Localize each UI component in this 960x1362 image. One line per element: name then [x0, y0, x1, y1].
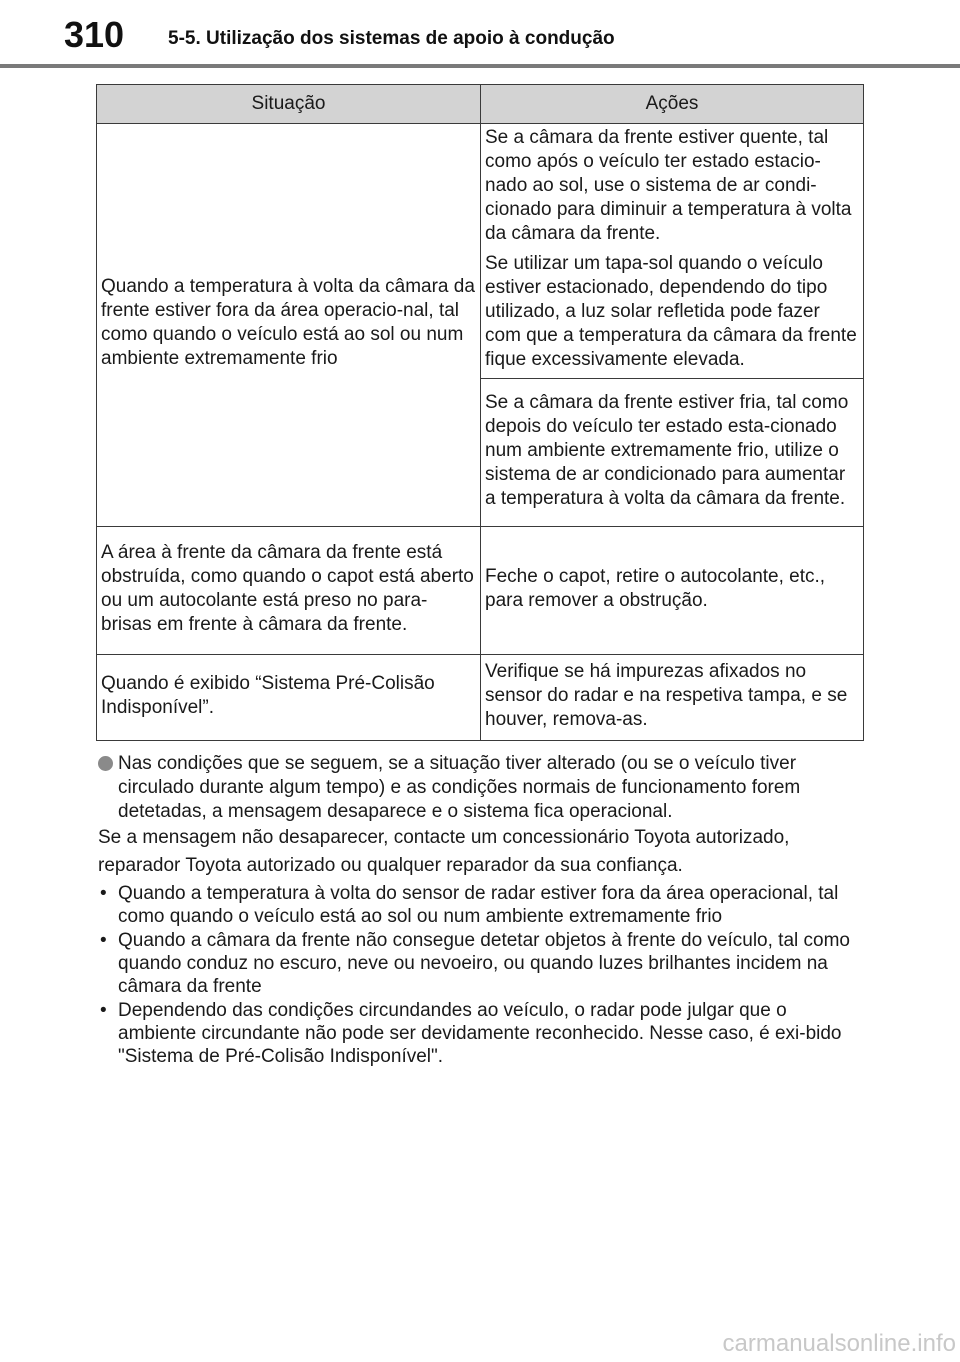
table-row — [97, 655, 864, 741]
table-row — [97, 527, 864, 655]
condition-list — [98, 882, 868, 1069]
table-header-row — [97, 85, 864, 124]
section-title: 5-5. Utilização dos sistemas de apoio à condução — [168, 28, 615, 49]
situation-cell: Quando a temperatura à volta da câmara da frente estiver fora da área operacio-nal, tal como quando o veículo está ao sol ou num ambiente extremamente frio — [97, 124, 481, 527]
header-rule — [0, 64, 960, 68]
bullet-marker: • — [100, 1000, 107, 1021]
action-text: Se a câmara da frente estiver fria, tal como depois do veículo ter estado esta-cionado num ambiente extremamente frio, utilize o sistema de ar condicionado para aumentar a temperatura à volta da câmara da frente. — [485, 391, 849, 509]
page-number: 310 — [64, 14, 125, 55]
action-cell — [481, 124, 864, 379]
action-text: Se utilizar um tapa-sol quando o veículo estiver estacionado, dependendo do tipo utilizado, a luz solar refletida pode fazer com que a temperatura da câmara da frente fique excessivamente elevada. — [485, 253, 857, 370]
situations-table — [96, 84, 864, 741]
circle-bullet-icon — [98, 756, 113, 771]
action-cell — [481, 379, 864, 527]
list-item — [98, 999, 868, 1068]
action-cell: Feche o capot, retire o autocolante, etc., para remover a obstrução. — [481, 527, 864, 655]
column-header-actions: Ações — [481, 85, 864, 124]
bullet-marker: • — [100, 930, 107, 951]
situation-cell: Quando é exibido “Sistema Pré-Colisão Indisponível”. — [97, 655, 481, 741]
situation-cell: A área à frente da câmara da frente está obstruída, como quando o capot está aberto ou um autocolante está preso no para-brisas em frente à câmara da frente. — [97, 527, 481, 655]
column-header-situation: Situação — [97, 85, 481, 124]
list-item — [98, 929, 868, 998]
list-item-text: Quando a câmara da frente não consegue detetar objetos à frente do veículo, tal como quando conduz no escuro, neve ou nevoeiro, ou quando luzes brilhantes incidem na câmara da frente — [118, 930, 850, 997]
bullet-marker: • — [100, 883, 107, 904]
note-text: Nas condições que se seguem, se a situação tiver alterado (ou se o veículo tiver circulado durante algum tempo) e as condições normais de funcionamento forem detetadas, a mensagem desaparece e o sistema fica operacional. — [118, 753, 801, 822]
action-cell: Verifique se há impurezas afixados no sensor do radar e na respetiva tampa, e se houver, remova-as. — [481, 655, 864, 741]
list-item-text: Dependendo das condições circundandes ao veículo, o radar pode julgar que o ambiente circundante não pode ser devidamente reconhecido. Nesse caso, é exi-bido "Sistema de Pré-Colisão Indisponível". — [118, 1000, 842, 1067]
action-text: Se a câmara da frente estiver quente, tal como após o veículo ter estado estacio-nado ao sol, use o sistema de ar condi-cionado para diminuir a temperatura à volta da câmara da frente. — [485, 127, 852, 244]
table-row — [97, 124, 864, 379]
watermark: carmanualsonline.info — [722, 1330, 956, 1357]
note-block — [98, 752, 868, 824]
paragraph: Se a mensagem não desaparecer, contacte um concessionário Toyota autorizado, — [98, 827, 790, 848]
paragraph: reparador Toyota autorizado ou qualquer reparador da sua confiança. — [98, 855, 683, 876]
list-item — [98, 882, 868, 928]
list-item-text: Quando a temperatura à volta do sensor de radar estiver fora da área operacional, tal como quando o veículo está ao sol ou num ambiente extremamente frio — [118, 883, 839, 927]
